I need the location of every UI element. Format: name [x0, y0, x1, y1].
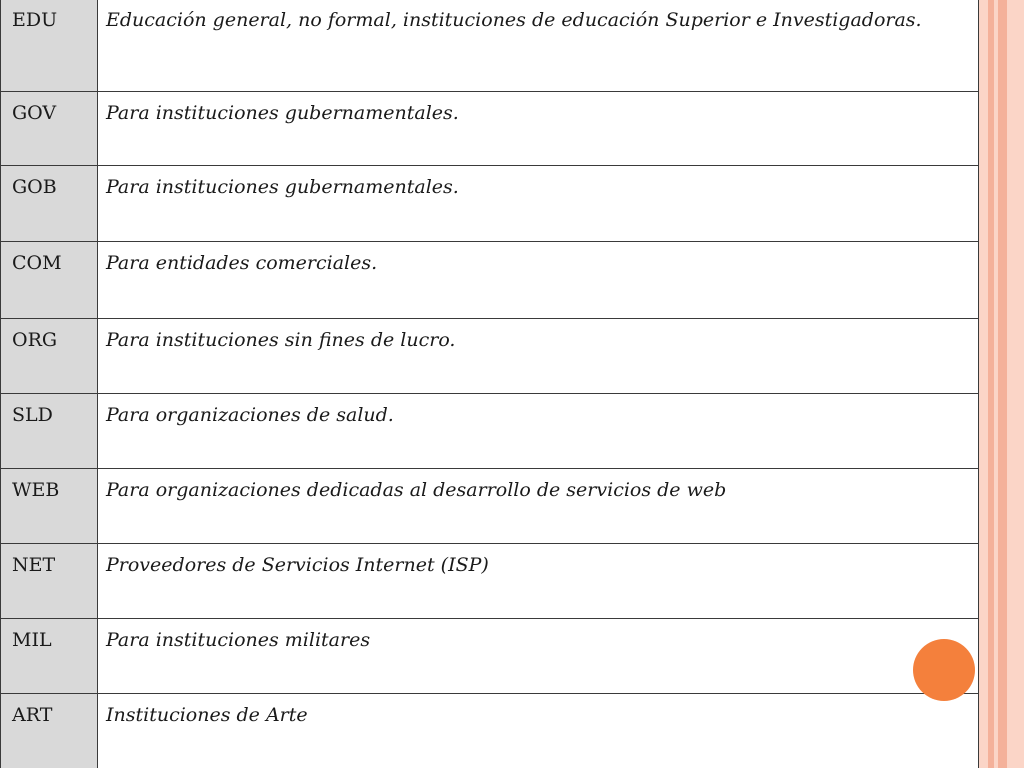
domain-code-cell: ART: [1, 693, 98, 768]
table-row: [1, 543, 979, 618]
decorative-stripe: [979, 0, 988, 768]
domain-code-cell: GOB: [1, 165, 98, 241]
domain-code-cell: MIL: [1, 618, 98, 693]
table-row: [1, 693, 979, 768]
domain-description-cell: Educación general, no formal, instituciones de educación Superior e Investigadoras.: [98, 0, 979, 91]
domain-description-cell: Para entidades comerciales.: [98, 241, 979, 318]
table-row: [1, 468, 979, 543]
table-row: [1, 241, 979, 318]
table-row: [1, 165, 979, 241]
domain-description-cell: Para organizaciones de salud.: [98, 393, 979, 468]
table-row: [1, 91, 979, 165]
decorative-stripe: [998, 0, 1007, 768]
table-row: [1, 618, 979, 693]
domain-code-cell: GOV: [1, 91, 98, 165]
domain-code-cell: EDU: [1, 0, 98, 91]
domain-description-cell: Instituciones de Arte: [98, 693, 979, 768]
domain-code-cell: SLD: [1, 393, 98, 468]
domain-code-cell: NET: [1, 543, 98, 618]
table-row: [1, 0, 979, 91]
domain-description-cell: Para instituciones militares: [98, 618, 979, 693]
domain-code-cell: ORG: [1, 318, 98, 393]
domain-code-cell: WEB: [1, 468, 98, 543]
decorative-stripe: [1007, 0, 1024, 768]
domain-description-cell: Para organizaciones dedicadas al desarrollo de servicios de web: [98, 468, 979, 543]
domain-description-cell: Para instituciones gubernamentales.: [98, 165, 979, 241]
domain-description-cell: Proveedores de Servicios Internet (ISP): [98, 543, 979, 618]
domain-description-cell: Para instituciones sin fines de lucro.: [98, 318, 979, 393]
table-row: [1, 393, 979, 468]
orange-circle-icon: [913, 639, 975, 701]
domain-code-cell: COM: [1, 241, 98, 318]
table-row: [1, 318, 979, 393]
domain-description-cell: Para instituciones gubernamentales.: [98, 91, 979, 165]
